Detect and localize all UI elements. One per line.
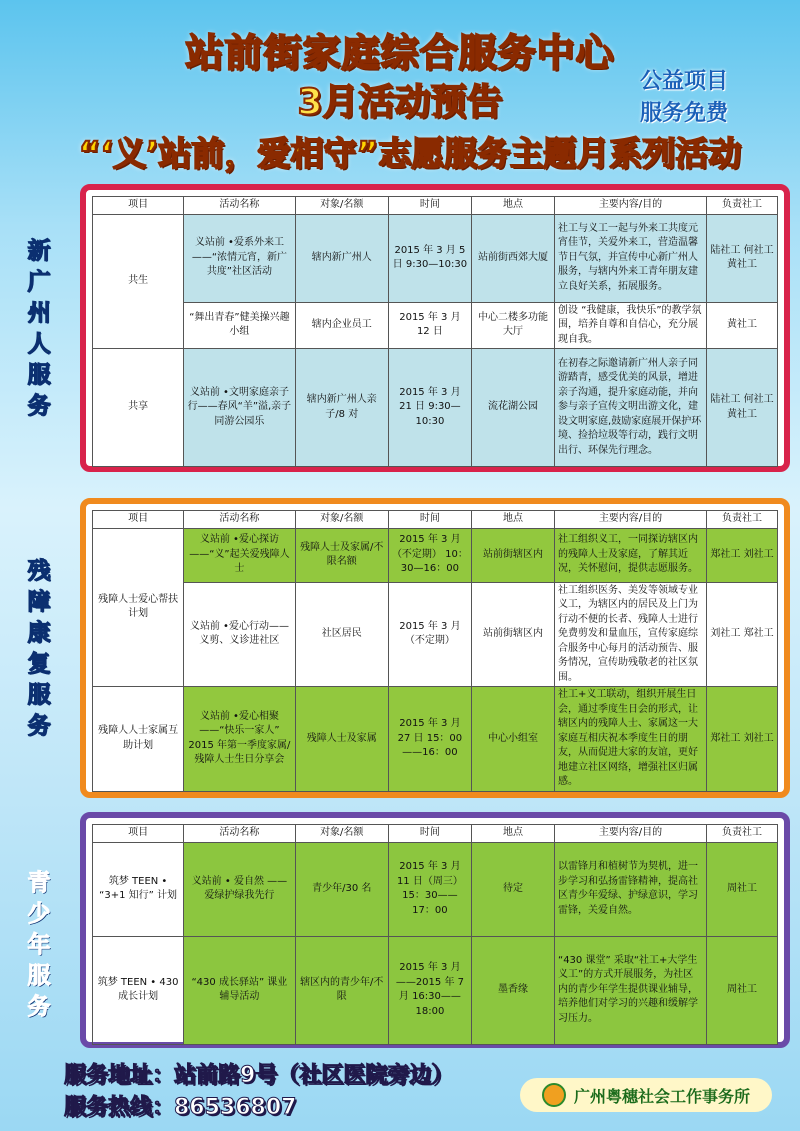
- side-label-youth: 青少年服务: [27, 870, 51, 1020]
- cell-place: 流花湖公园: [471, 349, 554, 467]
- cell-name: “舞出青春”健美操兴趣小组: [184, 302, 295, 349]
- cell-name: 义站前 •爱心相聚——“快乐一家人” 2015 年第一季度家属/残障人士生日分享会: [184, 687, 295, 792]
- footer-address: 服务地址：站前路9号（社区医院旁边）: [64, 1063, 454, 1088]
- cell-project: 残障人人士家属互助计划: [93, 687, 184, 792]
- col-name: 活动名称: [184, 197, 295, 215]
- cell-staff: 周社工: [707, 842, 778, 936]
- cell-content: 创设 “我健康，我快乐”的教学氛围，培养自尊和自信心，充分展现自我。: [555, 302, 707, 349]
- cell-staff: 陆社工 何社工 黄社工: [707, 349, 778, 467]
- table-row: [93, 302, 778, 349]
- col-content: 主要内容/目的: [555, 511, 707, 529]
- section-disability: [80, 498, 790, 798]
- table-row: [93, 349, 778, 467]
- table-new-gz: [92, 196, 778, 467]
- section-new-gz: [80, 184, 790, 472]
- cell-time: 2015 年 3 月 5 日 9:30—10:30: [388, 214, 471, 302]
- slogan-free: 服务免费: [640, 101, 729, 126]
- col-time: 时间: [388, 197, 471, 215]
- cell-name: 义站前 •爱心行动——义剪、义诊进社区: [184, 582, 295, 687]
- org-logo-icon: [542, 1083, 566, 1107]
- cell-place: 待定: [471, 842, 554, 936]
- cell-project: 筑梦 TEEN • 430 成长计划: [93, 936, 184, 1044]
- cell-staff: 郑社工 刘社工: [707, 687, 778, 792]
- cell-time: 2015 年 3 月（不定期） 10：30—16：00: [388, 528, 471, 582]
- cell-name: 义站前 •文明家庭亲子行——春风“羊”溢,亲子同游公园乐: [184, 349, 295, 467]
- footer-hotline: 服务热线：86536807: [64, 1095, 297, 1120]
- table-row: [93, 528, 778, 582]
- cell-target: 辖内新广州人: [295, 214, 388, 302]
- col-project: 项目: [93, 825, 184, 843]
- cell-time: 2015 年 3 月 ——2015 年 7 月 16:30——18:00: [388, 936, 471, 1044]
- cell-staff: 郑社工 刘社工: [707, 528, 778, 582]
- col-time: 时间: [388, 825, 471, 843]
- col-staff: 负责社工: [707, 197, 778, 215]
- cell-time: 2015 年 3 月 12 日: [388, 302, 471, 349]
- cell-content: 社工组织义工，一同探访辖区内的残障人士及家庭，了解其近况，关怀慰问，提供志愿服务。: [555, 528, 707, 582]
- cell-staff: 刘社工 郑社工: [707, 582, 778, 687]
- cell-content: 社工与义工一起与外来工共度元宵佳节，关爱外来工，营造温馨节日气氛，并宣传中心新广州人服务，与辖内外来工青年朋友建立良好关系，拓展服务。: [555, 214, 707, 302]
- col-target: 对象/名额: [295, 197, 388, 215]
- title-theme: “‘义’站前，爱相守”志愿服务主题月系列活动: [78, 134, 742, 173]
- col-target: 对象/名额: [295, 511, 388, 529]
- side-label-disability: 残障康复服务: [27, 558, 51, 739]
- cell-staff: 黄社工: [707, 302, 778, 349]
- section-youth: [80, 812, 790, 1048]
- cell-content: 以雷锋月和植树节为契机，进一步学习和弘扬雷锋精神，提高社区青少年爱绿、护绿意识，学习雷锋，关爱自然。: [555, 842, 707, 936]
- table-row: [93, 936, 778, 1044]
- cell-content: 社工+义工联动，组织开展生日会，通过季度生日会的形式，让辖区内的残障人士、家属这一大家庭互相庆祝本季度生日的朋友，从而促进大家的友谊，更好地建立社区网络，增强社区归属感。: [555, 687, 707, 792]
- col-name: 活动名称: [184, 825, 295, 843]
- col-place: 地点: [471, 511, 554, 529]
- cell-place: 中心小组室: [471, 687, 554, 792]
- table-header-row: [93, 511, 778, 529]
- org-name: 广州粤穗社会工作事务所: [573, 1086, 750, 1106]
- cell-project: 筑梦 TEEN • “3+1 知行” 计划: [93, 842, 184, 936]
- cell-project: 残障人士爱心帮扶计划: [93, 528, 184, 687]
- cell-content: 在初春之际邀请新广州人亲子同游踏青，感受优美的风景，增进亲子沟通，提升家庭动能，并向参与亲子宣传文明出游文化，建设文明家庭,鼓励家庭展开保护环境、捡拾垃圾等行动，践行文明出行、环保先行理念。: [555, 349, 707, 467]
- cell-staff: 周社工: [707, 936, 778, 1044]
- cell-time: 2015 年 3 月 21 日 9:30—10:30: [388, 349, 471, 467]
- cell-name: 义站前 • 爱自然 ——爱绿护绿我先行: [184, 842, 295, 936]
- cell-time: 2015 年 3 月 11 日（周三） 15：30——17：00: [388, 842, 471, 936]
- col-content: 主要内容/目的: [555, 197, 707, 215]
- table-header-row: [93, 197, 778, 215]
- cell-time: 2015 年 3 月 27 日 15：00——16：00: [388, 687, 471, 792]
- cell-project: 共享: [93, 349, 184, 467]
- table-row: [93, 214, 778, 302]
- cell-content: 社工组织医务、美发等领域专业义工，为辖区内的居民及上门为行动不便的长者、残障人士进行免费剪发和量血压，宣传家庭综合服务中心每月的活动预告、服务情况，宣传助残敬老的社区氛围。: [555, 582, 707, 687]
- cell-target: 辖内新广州人亲子/8 对: [295, 349, 388, 467]
- cell-target: 社区居民: [295, 582, 388, 687]
- cell-time: 2015 年 3 月（不定期）: [388, 582, 471, 687]
- cell-target: 残障人士及家属/不限名额: [295, 528, 388, 582]
- cell-place: 站前街辖区内: [471, 528, 554, 582]
- col-name: 活动名称: [184, 511, 295, 529]
- cell-name: “430 成长驿站” 课业辅导活动: [184, 936, 295, 1044]
- cell-staff: 陆社工 何社工 黄社工: [707, 214, 778, 302]
- cell-project: 共生: [93, 214, 184, 349]
- org-badge: [520, 1078, 772, 1112]
- table-row: [93, 842, 778, 936]
- cell-target: 辖区内的青少年/不限: [295, 936, 388, 1044]
- slogan-public: 公益项目: [640, 69, 729, 94]
- cell-name: 义站前 •爱系外来工——“浓情元宵，新广共度”社区活动: [184, 214, 295, 302]
- table-youth: [92, 824, 778, 1045]
- col-place: 地点: [471, 825, 554, 843]
- col-place: 地点: [471, 197, 554, 215]
- table-row: [93, 582, 778, 687]
- cell-target: 辖内企业员工: [295, 302, 388, 349]
- col-content: 主要内容/目的: [555, 825, 707, 843]
- col-time: 时间: [388, 511, 471, 529]
- col-project: 项目: [93, 197, 184, 215]
- col-staff: 负责社工: [707, 825, 778, 843]
- cell-content: “430 课堂” 采取“社工+大学生义工”的方式开展服务，为社区内的青少年学生提供课业辅导，培养他们对学习的兴趣和缓解学习压力。: [555, 936, 707, 1044]
- title-month: 3月活动预告: [297, 82, 503, 123]
- table-disability: [92, 510, 778, 792]
- cell-place: 站前街西郊大厦: [471, 214, 554, 302]
- col-project: 项目: [93, 511, 184, 529]
- cell-target: 残障人士及家属: [295, 687, 388, 792]
- table-header-row: [93, 825, 778, 843]
- cell-place: 站前街辖区内: [471, 582, 554, 687]
- table-row: [93, 687, 778, 792]
- title-main: 站前街家庭综合服务中心: [185, 31, 615, 75]
- cell-place: 墨香缘: [471, 936, 554, 1044]
- cell-place: 中心二楼多功能大厅: [471, 302, 554, 349]
- col-target: 对象/名额: [295, 825, 388, 843]
- cell-target: 青少年/30 名: [295, 842, 388, 936]
- side-label-new-gz: 新广州人服务: [27, 238, 51, 419]
- col-staff: 负责社工: [707, 511, 778, 529]
- cell-name: 义站前 •爱心探访——“义”起关爱残障人士: [184, 528, 295, 582]
